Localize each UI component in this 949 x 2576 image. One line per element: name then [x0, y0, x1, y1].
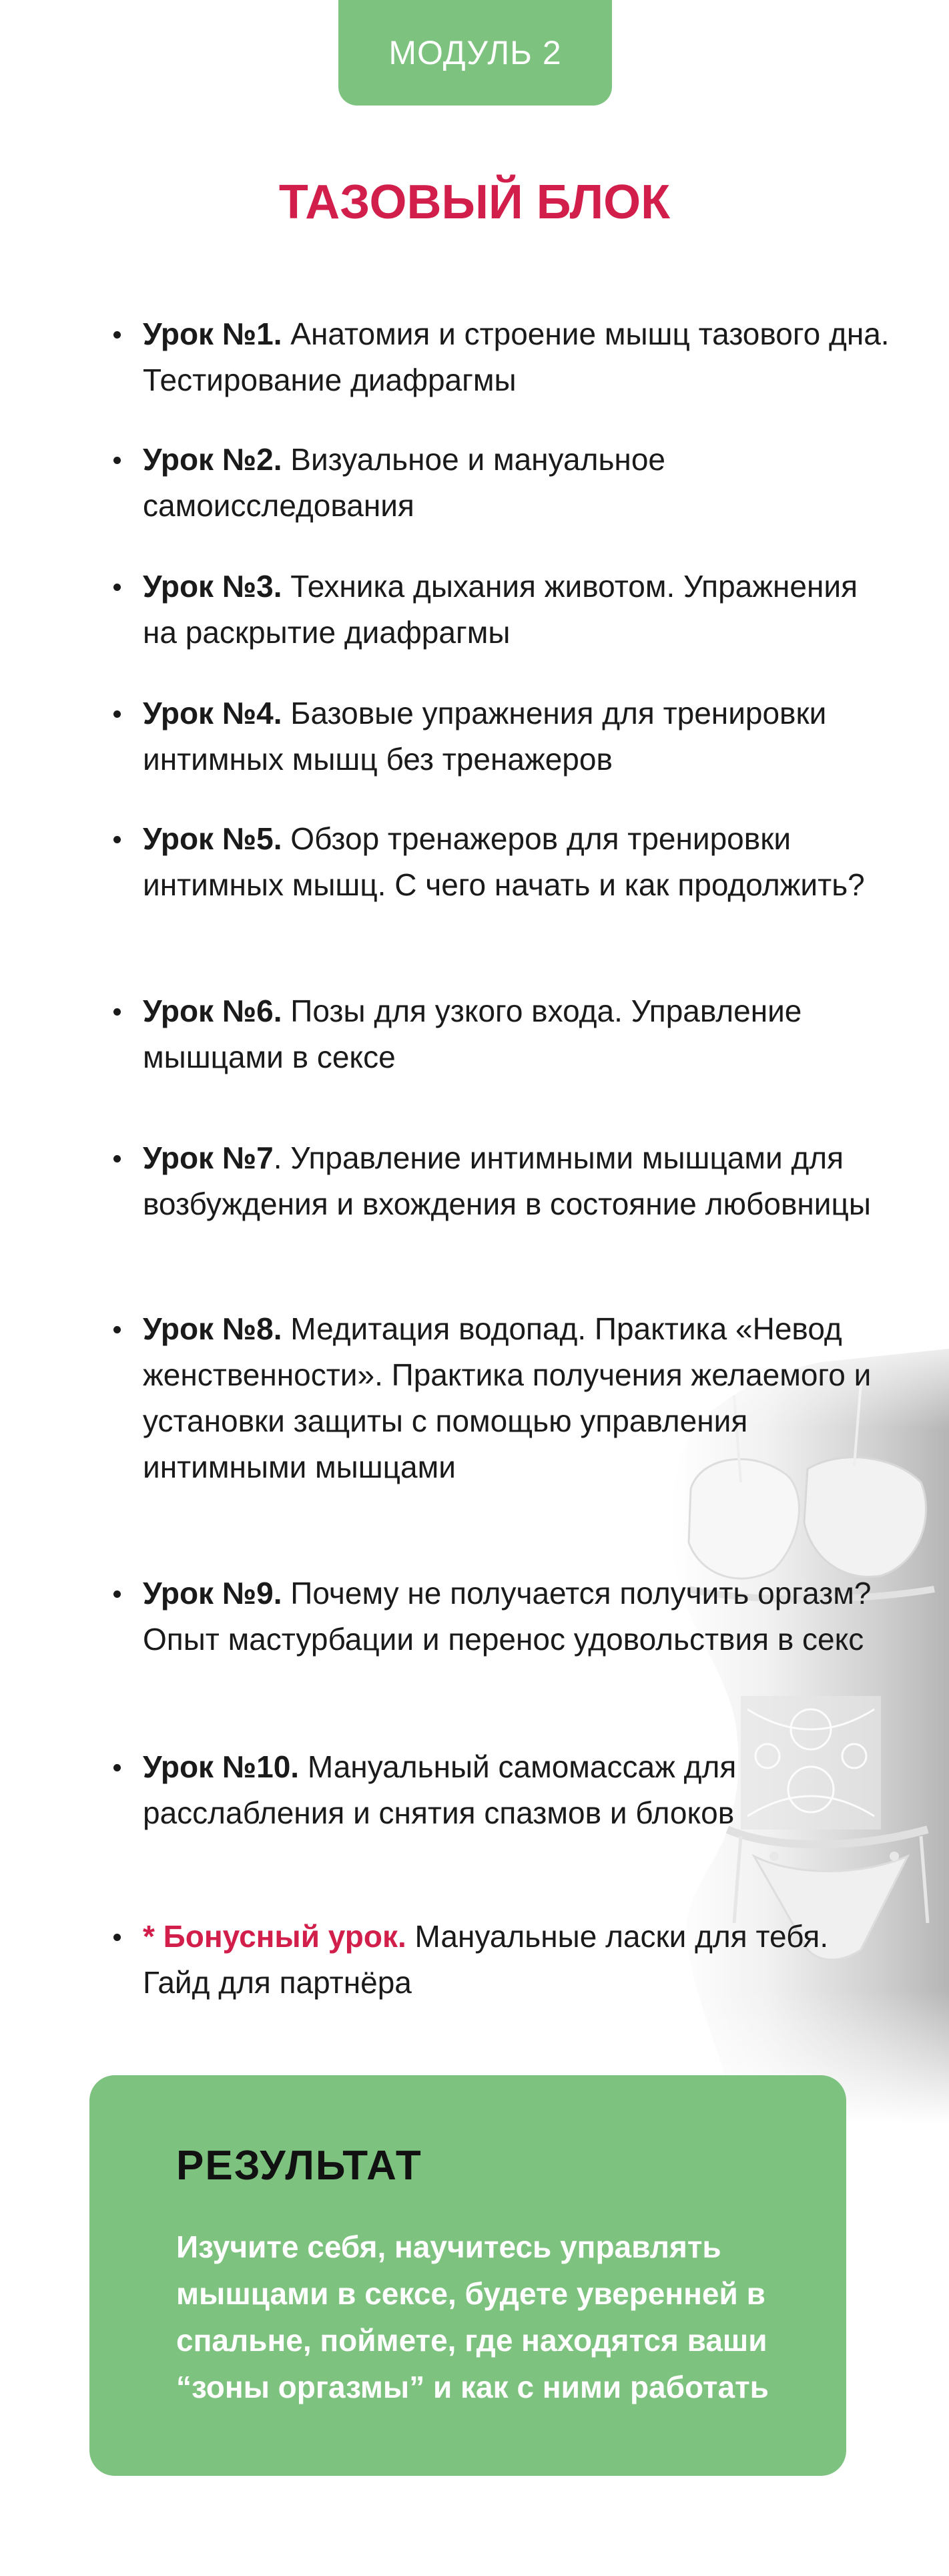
lesson-item-6 — [143, 988, 890, 1080]
lesson-item-2 — [143, 437, 890, 529]
lesson-item-9 — [143, 1570, 890, 1663]
lesson-label: Урок №2. — [143, 442, 282, 477]
lesson-text: Мануальные ласки для тебя. Гайд для партнёра — [143, 1919, 829, 2000]
lesson-label: Урок №10. — [143, 1749, 300, 1784]
lesson-text: Обзор тренажеров для тренировки интимных мышц. С чего начать и как продолжить? — [143, 821, 865, 902]
lesson-text: . Управление интимными мышцами для возбуждения и вхождения в состояние любовницы — [143, 1140, 871, 1221]
module-label: МОДУЛЬ 2 — [388, 34, 562, 71]
lesson-text: Почему не получается получить оргазм? Опыт мастурбации и перенос удовольствия в секс — [143, 1576, 872, 1657]
module-badge — [338, 0, 612, 105]
lesson-item-1 — [143, 311, 890, 403]
lesson-item-3 — [143, 564, 890, 656]
lesson-text: Медитация водопад. Практика «Невод женственности». Практика получения желаемого и установки защиты с помощью управления интимными мышцами — [143, 1311, 872, 1484]
lesson-text: Мануальный самомассаж для расслабления и снятия спазмов и блоков — [143, 1749, 737, 1830]
lesson-label: Урок №1. — [143, 316, 282, 351]
bonus-lesson-label: * Бонусный урок. — [143, 1919, 406, 1954]
lesson-label: Урок №8. — [143, 1311, 282, 1346]
lesson-label: Урок №6. — [143, 994, 282, 1028]
lesson-label: Урок №9. — [143, 1576, 282, 1611]
lesson-label: Урок №7 — [143, 1140, 274, 1175]
lesson-item-10 — [143, 1744, 890, 1836]
result-title: РЕЗУЛЬТАТ — [176, 2143, 422, 2189]
result-box — [89, 2075, 846, 2476]
lesson-item-bonus — [143, 1914, 890, 2006]
lesson-label: Урок №4. — [143, 696, 282, 730]
result-text: Изучите себя, научитесь управлять мышцами в сексе, будете уверенней в спальне, поймете, где находятся ваши “зоны оргазмы” и как с ними работать — [176, 2229, 769, 2404]
lesson-label: Урок №3. — [143, 569, 282, 604]
lesson-item-7 — [143, 1135, 890, 1227]
page-title: ТАЗОВЫЙ БЛОК — [278, 176, 671, 229]
lesson-item-4 — [143, 690, 890, 783]
lesson-item-8 — [143, 1306, 890, 1490]
lesson-text: Позы для узкого входа. Управление мышцами в сексе — [143, 994, 802, 1074]
lesson-text: Визуальное и мануальное самоисследования — [143, 442, 665, 523]
lesson-item-5 — [143, 816, 890, 908]
lesson-text: Анатомия и строение мышц тазового дна. Тестирование диафрагмы — [143, 316, 890, 397]
lesson-text: Базовые упражнения для тренировки интимных мышц без тренажеров — [143, 696, 827, 777]
lesson-label: Урок №5. — [143, 821, 282, 856]
lesson-text: Техника дыхания животом. Упражнения на раскрытие диафрагмы — [143, 569, 858, 650]
